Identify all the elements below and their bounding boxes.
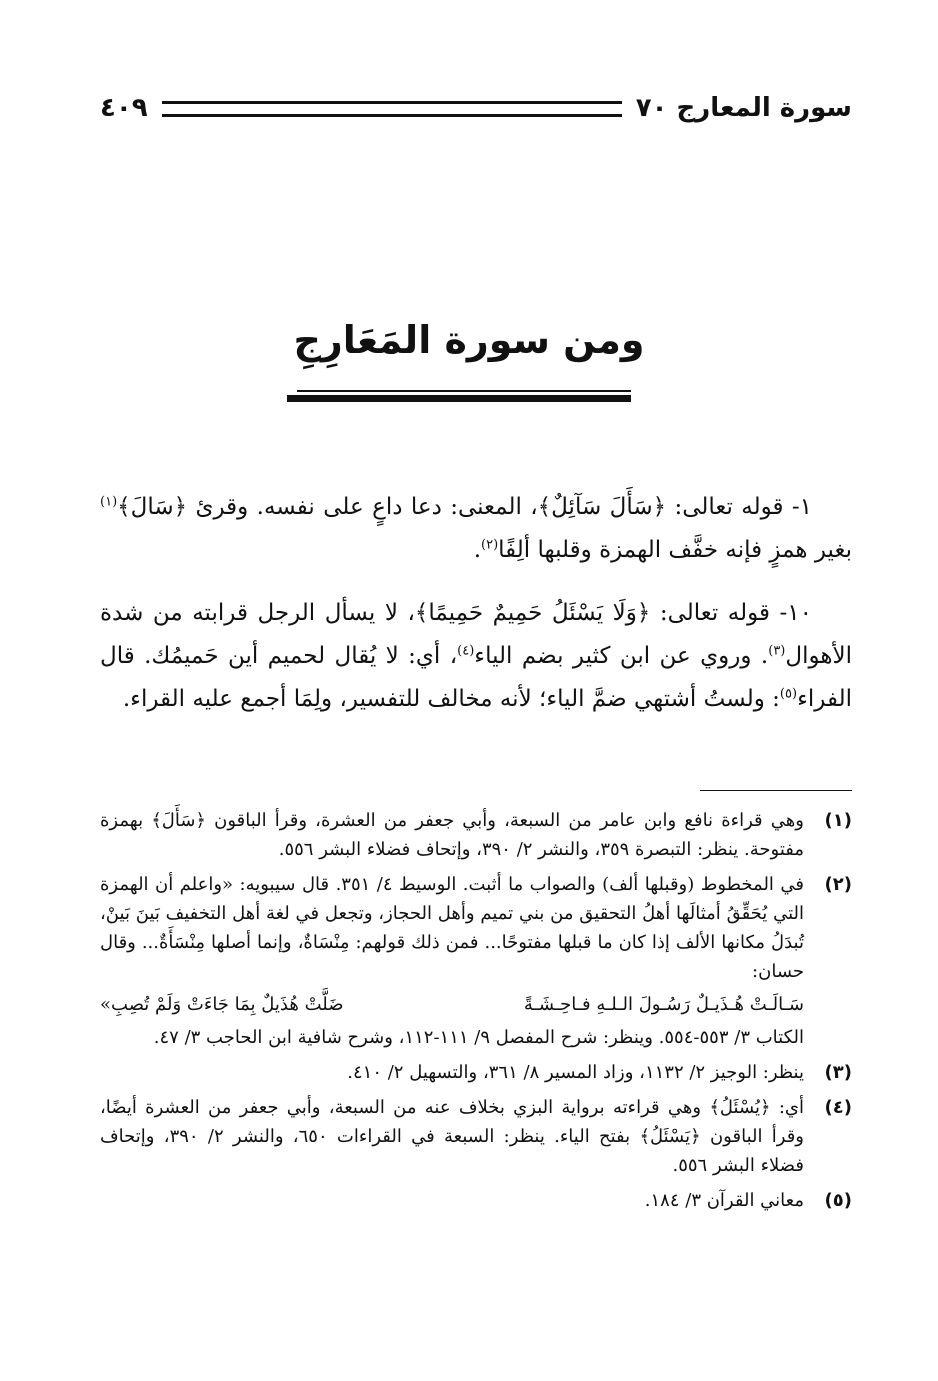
main-text	[100, 486, 852, 741]
paragraph-text: : ولستُ أشتهي ضمَّ الياء؛ لأنه مخالف للتفسير، ولِمَا أجمع عليه القراء.	[122, 686, 780, 712]
running-header	[100, 88, 852, 128]
footnote-separator	[700, 790, 852, 791]
footnote	[100, 806, 852, 864]
paragraph-verse-1	[100, 486, 852, 572]
paragraph-text: ١- قوله تعالى: ﴿سَأَلَ سَآئِلٌ﴾، المعنى: دعا داعٍ على نفسه. وقرئ ﴿سَالَ﴾	[117, 494, 812, 520]
footnote-ref[interactable]: (٣)	[768, 643, 786, 659]
heading-underline-thick	[287, 395, 631, 402]
footnote-number: (٣)	[824, 1062, 852, 1083]
surah-heading: ومن سورة المَعَارِجِ	[293, 318, 645, 362]
heading-underline-thin	[297, 390, 631, 392]
poetry-verse	[100, 990, 804, 1019]
footnote-text: وهي قراءة نافع وابن عامر من السبعة، وأبي جعفر من العشرة، وقرأ الباقون ﴿سَأَلَ﴾ بهمزة مفتوحة. ينظر: التبصرة ٣٥٩، والنشر ٢/ ٣٩٠، وإتحاف فضلاء البشر ٥٥٦.	[100, 810, 804, 860]
footnote-text: في المخطوط (وقبلها ألف) والصواب ما أثبت. الوسيط ٤/ ٣٥١. قال سيبويه: «واعلم أن الهمزة التي يُحَقِّقُ أمثالَها أهلُ التحقيق من بني تميم وأهل الحجاز، وتجعل في لغة أهل التخفيف بَينَ بَينْ، تُبدَلُ مكانها الألف إذا كان ما قبلها مفتوحًا... فمن ذلك قولهم: مِنْسَاةٌ، وإنما أصلها مِنْسَأَةٌ... وقال حسان:	[100, 874, 804, 982]
footnote-body	[100, 870, 804, 1052]
verse-second-hemistich: ضَلَّتْ هُذَيلٌ بِمَا جَاءَتْ وَلَمْ تُصِبِ»	[100, 994, 344, 1015]
footnote-ref[interactable]: (٢)	[481, 537, 499, 553]
footnotes	[100, 806, 852, 1221]
page-number: ٤٠٩	[100, 93, 148, 123]
footnote-number: (٥)	[824, 1190, 852, 1211]
footnote-ref[interactable]: (٤)	[457, 643, 475, 659]
running-header-title: سورة المعارج ٧٠	[635, 93, 852, 123]
header-double-rule	[162, 101, 622, 117]
footnote	[100, 1058, 852, 1087]
footnote	[100, 1186, 852, 1215]
verse-first-hemistich: سَـالَـتْ هُـذَيـلٌ رَسُـولَ الـلـهِ فـاحِـشَـةً	[523, 994, 804, 1015]
footnote-ref[interactable]: (٥)	[779, 686, 798, 702]
heading-underline	[287, 390, 631, 402]
footnote-ref[interactable]: (١)	[100, 494, 118, 510]
footnote-number: (١)	[824, 810, 852, 831]
paragraph-text: بغير همزٍ فإنه خفَّف الهمزة وقلبها ألِفًا	[498, 537, 852, 563]
footnote-number: (٤)	[824, 1097, 852, 1118]
paragraph-text: .	[473, 537, 481, 563]
footnote	[100, 870, 852, 1052]
footnote-number: (٢)	[824, 874, 852, 895]
footnote-text: معاني القرآن ٣/ ١٨٤.	[644, 1190, 804, 1211]
paragraph-text: . وروي عن ابن كثير بضم الياء	[474, 643, 769, 669]
footnote	[100, 1093, 852, 1180]
footnote-text: أي: ﴿يُسْئَلُ﴾ وهي قراءته برواية البزي بخلاف عنه من السبعة، وأبي جعفر من العشرة أيضًا، وقرأ الباقون ﴿يَسْئَلُ﴾ بفتح الياء. ينظر: السبعة في القراءات ٦٥٠، والنشر ٢/ ٣٩٠، وإتحاف فضلاء البشر ٥٥٦.	[100, 1097, 804, 1176]
paragraph-text: ١٠- قوله تعالى: ﴿وَلَا يَسْئَلُ حَمِيمٌ حَمِيمًا﴾، لا يسأل الرجل قرابته من شدة الأهوال	[100, 600, 852, 669]
footnote-text: الكتاب ٣/ ٥٥٣-٥٥٤. وينظر: شرح المفصل ٩/ ١١١-١١٢، وشرح شافية ابن الحاجب ٣/ ٤٧.	[153, 1027, 804, 1048]
paragraph-verse-10	[100, 592, 852, 721]
paragraph-text: ، أي: لا يُقال لحميم أين حَميمُك. قال الفراء	[100, 643, 852, 712]
footnote-text: ينظر: الوجيز ٢/ ١١٣٢، وزاد المسير ٨/ ٣٦١، والتسهيل ٢/ ٤١٠.	[347, 1062, 804, 1083]
